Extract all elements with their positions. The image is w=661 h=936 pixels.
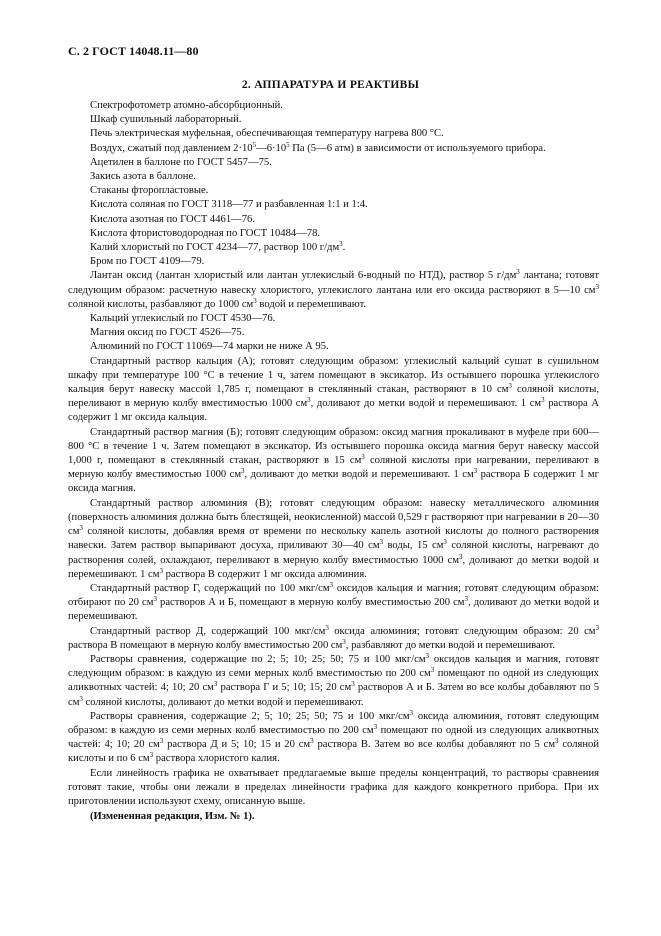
paragraph: Спектрофотометр атомно-абсорбционный.	[90, 100, 283, 111]
paragraph: Стандартный раствор Г, содержащий по 100 мкг/$см^3$ оксидов кальция и магния; готовят следующим образом: отбирают по 20 $см^3$ растворов А и Б, помещают в мерную колбу вместимостью 200 $см^3$, доливают до метки водой и перемешивают.	[68, 580, 599, 623]
paragraph: Стандартный раствор Д, содержащий 100 мкг/$см^3$ оксида алюминия; готовят следующим образом: 20 $см^3$ раствора В помещают в мерную колбу вместимостью 200 $см^3$, разбавляют до метки водой и перемешивают.	[68, 623, 599, 651]
paragraph: Воздух, сжатый под давлением $2\cdot 10^5—6\cdot 10^5$ Па (5—6 атм) в зависимости от используемого прибора.	[90, 140, 546, 154]
paragraph: Стандартный раствор магния (Б); готовят следующим образом: оксид магния прокаливают в муфеле при 600—800 °С в течение 1 ч. Затем помещают в эксикатор. Из остывшего порошка оксида магния берут навеску массой 1,000 г, помещают в стеклянный стакан, растворяют в 15 $см^3$ соляной кислоты при нагревании, переливают в мерную колбу вместимостью 1000 $см^3$, доливают до метки водой и перемешивают. 1 $см^3$ раствора Б содержит 1 мг оксида магния.	[68, 426, 599, 495]
paragraph: Стандартный раствор кальция (А); готовят следующим образом: углекислый кальций сушат в сушильном шкафу при температуре 100 °С в течение 1 ч, затем помещают в эксикатор. Из остывшего порошка углекислого кальция берут навеску массой 1,785 г, помещают в стеклянный стакан, растворяют в 10 $см^3$ соляной кислоты, переливают в мерную колбу вместимостью 1000 $см^3$, доливают до метки водой и перемешивают. 1 $см^3$ раствора А содержит 1 мг оксида кальция.	[68, 355, 600, 424]
paragraph: Растворы сравнения, содержащие по 2; 5; 10; 25; 50; 75 и 100 мкг/$см^3$ оксидов кальция и магния, готовят следующим образом: в каждую из семи мерных колб вместимостью по 200 $см^3$ помещают по одной из следующих аликвотных частей: 4; 10; 20 $см^3$ раствора Г и 5; 10; 15; 20 $см^3$ растворов А и Б. Затем во все колбы добавляют по 5 $см^3$ соляной кислоты, доливают до метки водой и перемешивают.	[68, 651, 599, 708]
paragraph: Магния оксид по ГОСТ 4526—75.	[90, 327, 245, 339]
paragraph: Кальций углекислый по ГОСТ 4530—76.	[90, 313, 276, 325]
paragraph: Ацетилен в баллоне по ГОСТ 5457—75.	[90, 156, 272, 168]
paragraph: Кислота азотная по ГОСТ 4461—76.	[90, 213, 255, 225]
paragraph: Печь электрическая муфельная, обеспечивающая температуру нагрева 800 °С.	[90, 128, 444, 140]
paragraph: Лантан оксид (лантан хлористый или лантан углекислый 6-водный по НТД), раствор 5 $г/дм^3$ лантана; готовят следующим образом: расчетную навеску хлористого, углекислого лантана или его оксида растворяют в 5—10 $см^3$ соляной кислоты, разбавляют до 1000 $см^3$ водой и перемешивают.	[68, 268, 599, 310]
paragraph: Кислота фтористоводородная по ГОСТ 10484—78.	[90, 227, 321, 239]
paragraph: Алюминий по ГОСТ 11069—74 марки не ниже А 95.	[90, 341, 329, 353]
paragraph: Закись азота в баллоне.	[90, 171, 196, 183]
paragraph: Бром по ГОСТ 4109—79.	[90, 256, 205, 268]
paragraph: Если линейность графика не охватывает предлагаемые выше пределы концентраций, то растворы сравнения готовят такие, чтобы они лежали в пределах линейности графика для каждого конкретного прибора. При их приготовлении используют схему, описанную выше.	[68, 767, 599, 807]
document-body	[68, 99, 600, 824]
section-title: 2. АППАРАТУРА И РЕАКТИВЫ	[241, 79, 420, 91]
amendment-note: (Измененная редакция, Изм. № 1).	[90, 811, 255, 823]
paragraph: Кислота соляная по ГОСТ 3118—77 и разбавленная 1:1 и 1:4.	[90, 199, 368, 211]
paragraph: Стаканы фторопластовые.	[90, 185, 209, 197]
paragraph: Растворы сравнения, содержащие 2; 5; 10; 25; 50; 75 и 100 мкг/$см^3$ оксида алюминия, готовят следующим образом: в каждую из семи мерных колб вместимостью по 200 $см^3$ помещают по одной из следующих аликвотных частей: 4; 10; 20 $см^3$ раствора Д и 5; 10; 15 и 20 $см^3$ раствора В. Затем во все колбы добавляют по 5 $см^3$ соляной кислоты и по 6 $см^3$ раствора хлористого калия.	[68, 708, 600, 765]
page-header: С. 2 ГОСТ 14048.11—80	[68, 44, 199, 58]
paragraph: Калий хлористый по ГОСТ 4234—77, раствор 100 $г/дм^3$.	[90, 240, 346, 254]
paragraph: Стандартный раствор алюминия (В); готовят следующим образом: навеску металлического алюминия (поверхность алюминия должна быть блестящей, неокисленной) массой 0,529 г растворяют при нагревании в 20—30 $см^3$ соляной кислоты, добавляя время от времени по нескольку капель азотной кислоты до полного растворения навески. Затем раствор выпаривают досуха, приливают 30—40 $см^3$ воды, 15 $см^3$ соляной кислоты, нагревают до растворения солей, охлаждают, переливают в мерную колбу вместимостью 1000 $см^3$, доливают до метки водой и перемешивают. 1 $см^3$ раствора В содержит 1 мг оксида алюминия.	[68, 497, 599, 580]
paragraph: Шкаф сушильный лабораторный.	[90, 114, 242, 126]
